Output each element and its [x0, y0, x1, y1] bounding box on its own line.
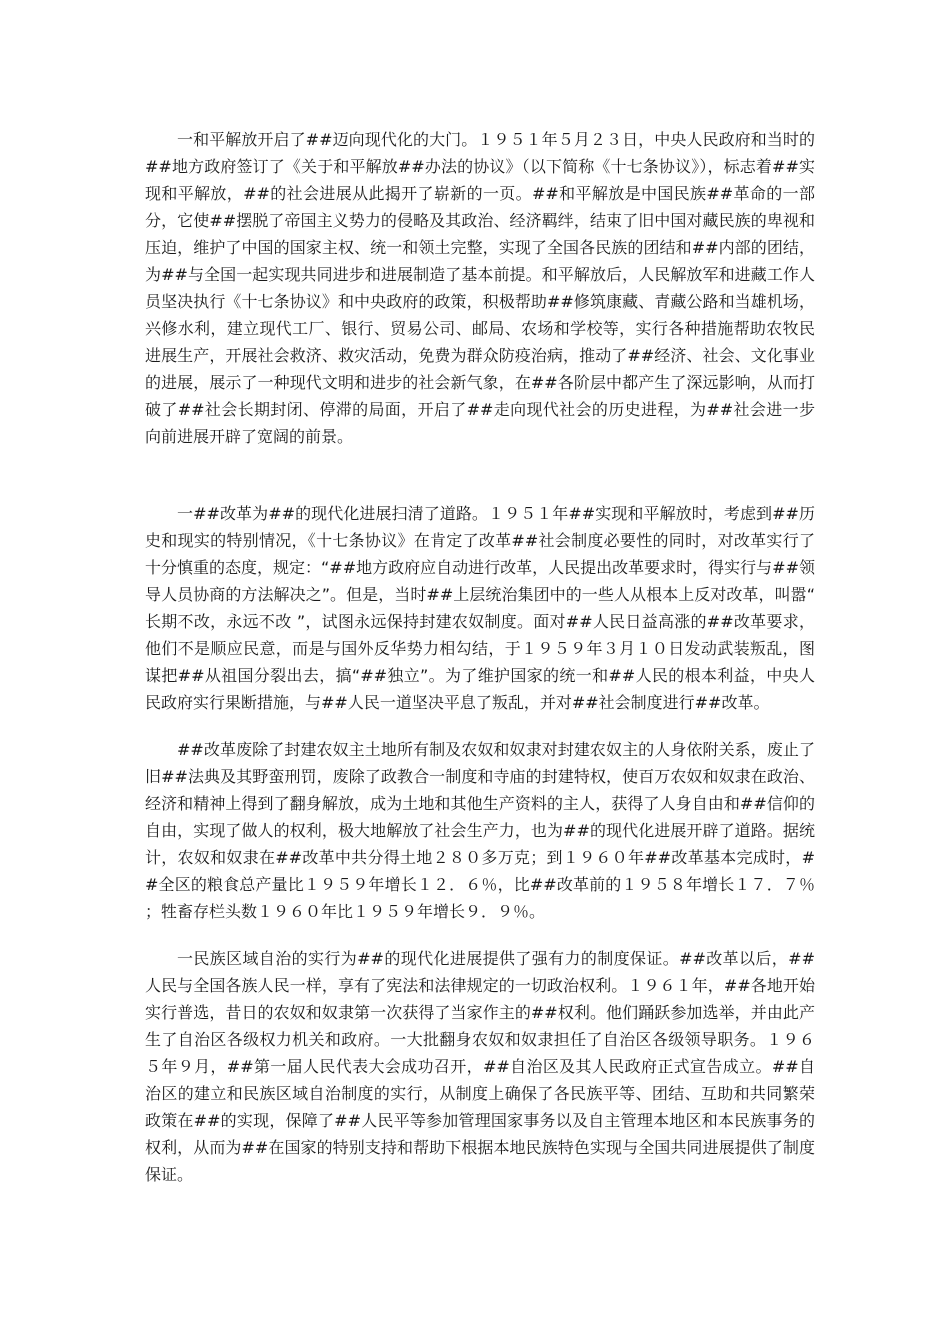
paragraph-democratic-reform: 一##改革为##的现代化进展扫清了道路。１９５１年##实现和平解放时，考虑到##历史和现实的特别情况，《十七条协议》在肯定了改革##社会制度必要性的同时，对改革实行了十分慎重的态度，规定：“##地方政府应自动进行改革，人民提出改革要求时，得实行与##领导人员协商的方法解决之”。但是，当时##上层统治集团中的一些人从根本上反对改革，叫嚣“长期不改，永远不改 ”，试图永远保持封建农奴制度。面对##人民日益高涨的##改革要求，他们不是顺应民意，而是与国外反华势力相勾结，于１９５９年３月１０日发动武装叛乱，图谋把##从祖国分裂出去，搞“##独立”。为了维护国家的统一和##人民的根本利益，中央人民政府实行果断措施，与##人民一道坚决平息了叛乱，并对##社会制度进行##改革。	[145, 504, 815, 712]
paragraph-regional-autonomy: 一民族区域自治的实行为##的现代化进展提供了强有力的制度保证。##改革以后，##人民与全国各族人民一样，享有了宪法和法律规定的一切政治权利。１９６１年，##各地开始实行普选，昔日的农奴和奴隶第一次获得了当家作主的##权利。他们踊跃参加选举，并由此产生了自治区各级权力机关和政府。一大批翻身农奴和奴隶担任了自治区各级领导职务。１９６５年９月，##第一届人民代表大会成功召开，##自治区及其人民政府正式宣告成立。##自治区的建立和民族区域自治制度的实行，从制度上确保了各民族平等、团结、互助和共同繁荣政策在##的实现，保障了##人民平等参加管理国家事务以及自主管理本地区和本民族事务的权利，从而为##在国家的特别支持和帮助下根据本地民族特色实现与全国共同进展提供了制度保证。	[145, 949, 815, 1184]
paragraph-peaceful-liberation: 一和平解放开启了##迈向现代化的大门。１９５１年５月２３日，中央人民政府和当时的##地方政府签订了《关于和平解放##办法的协议》（以下简称《十七条协议》），标志着##实现和平解放，##的社会进展从此揭开了崭新的一页。##和平解放是中国民族##革命的一部分，它使##摆脱了帝国主义势力的侵略及其政治、经济羁绊，结束了旧中国对藏民族的卑视和压迫，维护了中国的国家主权、统一和领土完整，实现了全国各民族的团结和##内部的团结，为##与全国一起实现共同进步和进展制造了基本前提。和平解放后，人民解放军和进藏工作人员坚决执行《十七条协议》和中央政府的政策，积极帮助##修筑康藏、青藏公路和当雄机场，兴修水利，建立现代工厂、银行、贸易公司、邮局、农场和学校等，实行各种措施帮助农牧民进展生产，开展社会救济、救灾活动，免费为群众防疫治病，推动了##经济、社会、文化事业的进展，展示了一种现代文明和进步的社会新气象，在##各阶层中都产生了深远影响，从而打破了##社会长期封闭、停滞的局面，开启了##走向现代社会的历史进程，为##社会进一步向前进展开辟了宽阔的前景。	[145, 130, 815, 446]
paragraph-reform-results: ##改革废除了封建农奴主土地所有制及农奴和奴隶对封建农奴主的人身依附关系，废止了旧##法典及其野蛮刑罚，废除了政教合一制度和寺庙的封建特权，使百万农奴和奴隶在政治、经济和精神上得到了翻身解放，成为土地和其他生产资料的主人，获得了人身自由和##信仰的自由，实现了做人的权利，极大地解放了社会生产力，也为##的现代化进展开辟了道路。据统计，农奴和奴隶在##改革中共分得土地２８０多万克；到１９６０年##改革基本完成时，##全区的粮食总产量比１９５９年增长１２．６％，比##改革前的１９５８年增长１７．７％；牲畜存栏头数１９６０年比１９５９年增长９．９％。	[145, 740, 815, 921]
document-body	[145, 126, 815, 1188]
